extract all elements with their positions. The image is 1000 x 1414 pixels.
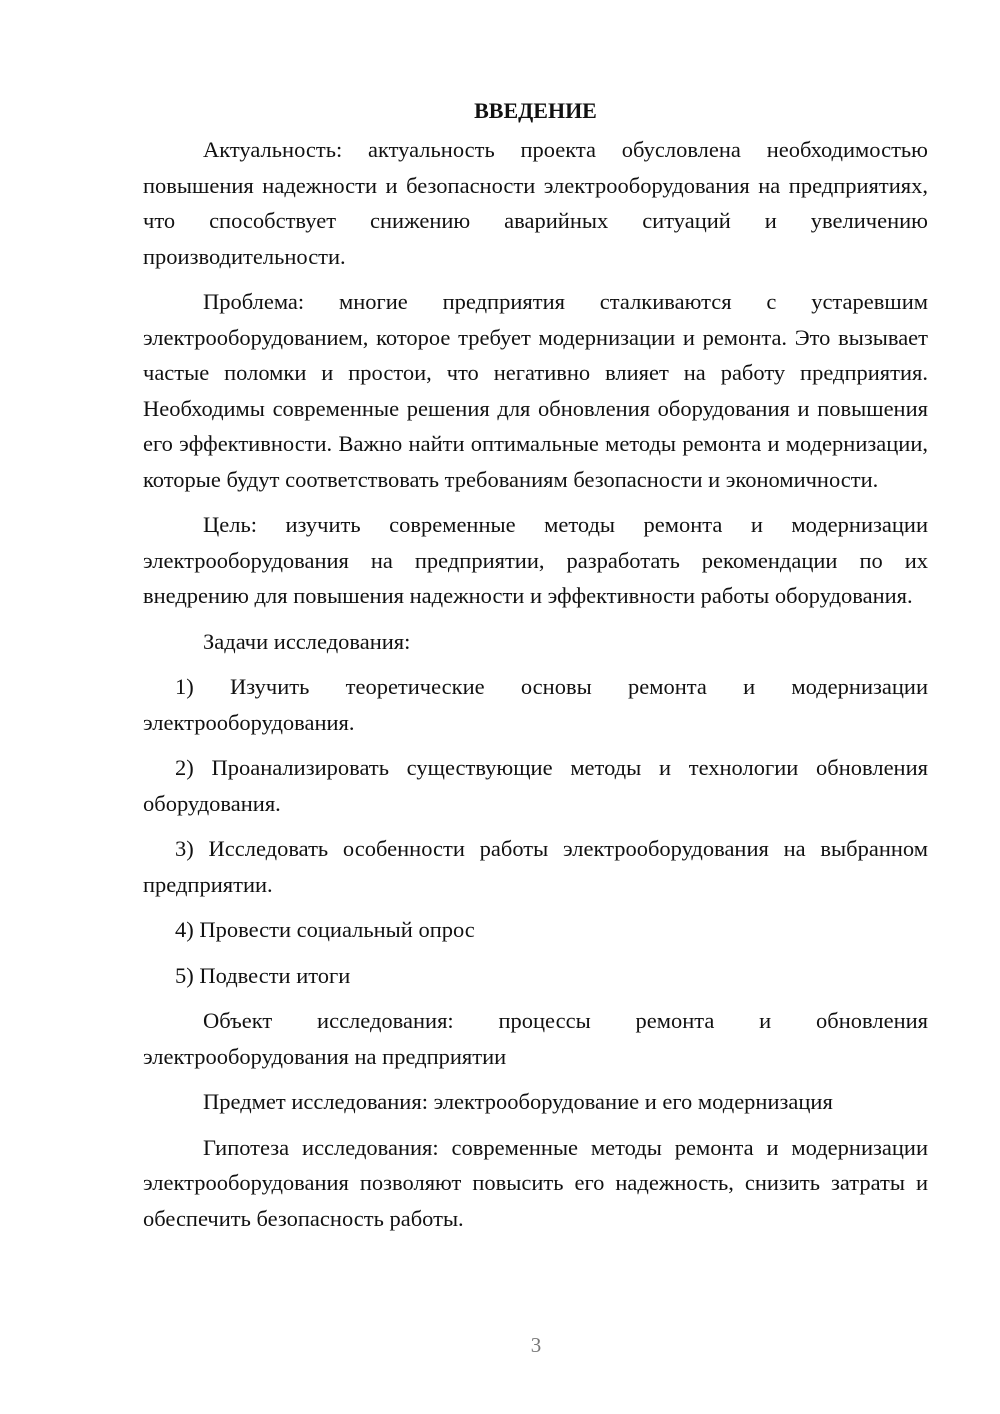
paragraph-object: Объект исследования: процессы ремонта и обновления электрооборудования на предприятии xyxy=(143,1008,928,1069)
document-page xyxy=(143,90,928,1246)
paragraph-hypothesis: Гипотеза исследования: современные методы ремонта и модернизации электрооборудования позволяют повысить его надежность, снизить затраты и обеспечить безопасность работы. xyxy=(143,1134,928,1231)
list-item: 3) Исследовать особенности работы электрооборудования на выбранном предприятии. xyxy=(143,836,928,897)
page-number: 3 xyxy=(530,1333,542,1357)
list-item: 2) Проанализировать существующие методы и технологии обновления оборудования. xyxy=(143,755,928,816)
paragraph-relevance: Актуальность: актуальность проекта обусловлена необходимостью повышения надежности и безопасности электрооборудования на предприятиях, что способствует снижению аварийных ситуаций и увеличению производительности. xyxy=(143,137,928,269)
list-item: 4) Провести социальный опрос xyxy=(175,917,475,942)
list-item: 5) Подвести итоги xyxy=(175,962,351,988)
paragraph-tasks-heading: Задачи исследования: xyxy=(203,628,411,654)
paragraph-problem: Проблема: многие предприятия сталкиваются с устаревшим электрооборудованием, которое требует модернизации и ремонта. Это вызывает частые поломки и простои, что негативно влияет на работу предприятия. Необходимы современные решения для обновления оборудования и повышения его эффективности. Важно найти оптимальные методы ремонта и модернизации, которые будут соответствовать требованиям безопасности и экономичности. xyxy=(143,289,928,492)
paragraph-subject: Предмет исследования: электрооборудование и его модернизация xyxy=(203,1089,833,1114)
page-title: ВВЕДЕНИЕ xyxy=(474,98,597,123)
paragraph-goal: Цель: изучить современные методы ремонта и модернизации электрооборудования на предприятии, разработать рекомендации по их внедрению для повышения надежности и эффективности работы оборудования. xyxy=(143,512,928,608)
list-item: 1) Изучить теоретические основы ремонта и модернизации электрооборудования. xyxy=(143,674,928,735)
